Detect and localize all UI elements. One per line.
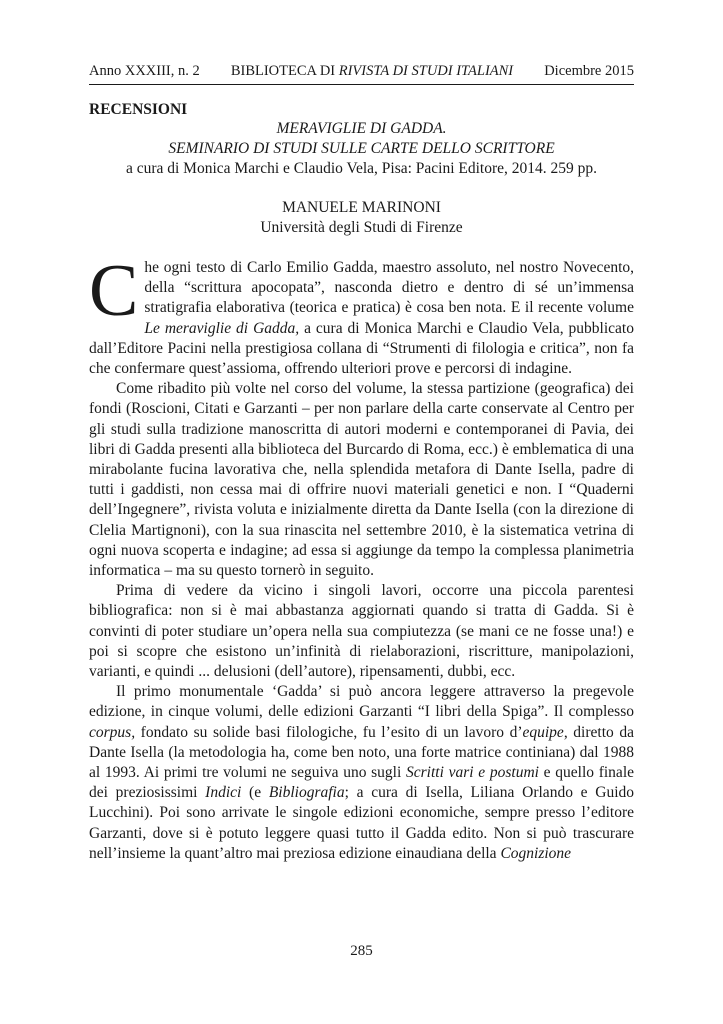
- p1-text-c: a cura di Monica Marchi e Claudio Vela, pubblicato dall’Editore Pacini nella prestigiosa collana di “Strumenti di filologia e critica”, non fa che confermare quest’assioma, offrendo ulteriori prove e percorsi di indagine.: [89, 319, 634, 378]
- p4-italic-cognizione: Cognizione: [500, 844, 572, 862]
- p4-text-k: ; a cura di Isella, Liliana Orlando e Guido Lucchini). Poi sono arrivate le singole edizioni economiche, sempre presso l’editore Garzanti, dove si è potuto leggere quasi tutto il Gadda edito. Non si può trascurare nell’insieme la quant’altro mai preziosa edizione einaudiana della: [89, 784, 634, 862]
- paragraph-3: Prima di vedere da vicino i singoli lavori, occorre una piccola parentesi bibliografica: non si è mai abbastanza aggiornati quando si tratta di Gadda. Si è convinti di poter studiare un’opera nella sua compiutezza (se mani ce ne fosse una!) e poi si scopre che esistono un’infinità di rielaborazioni, riscritture, manipolazioni, varianti, e quindi ... delusioni (dell’autore), ripensamenti, dubbi, ecc.: [89, 582, 634, 681]
- paragraph-1: [89, 250, 634, 379]
- review-body: [89, 250, 634, 864]
- p1-text-a: he ogni testo di Carlo Emilio Gadda, maestro assoluto, nel nostro Novecento, della “scrittura apocopata”, nasconda dietro e dentro di sé un’immensa stratigrafia elaborativa (teorica e pratica) è cosa ben nota. E il recente volume: [144, 259, 634, 317]
- p4-italic-equipe: equipe: [522, 723, 564, 741]
- issue-label: Anno XXXIII, n. 2: [89, 63, 200, 79]
- series-prefix: BIBLIOTECA DI: [230, 63, 339, 79]
- issue-date: Dicembre 2015: [544, 63, 634, 79]
- journal-title: RIVISTA DI STUDI ITALIANI: [338, 63, 514, 79]
- author-block: [89, 198, 634, 238]
- review-heading: [89, 119, 634, 179]
- author-name: MANUELE MARINONI: [282, 199, 441, 216]
- book-title-line-2: SEMINARIO DI STUDI SULLE CARTE DELLO SCRITTORE: [168, 140, 555, 157]
- p4-italic-indici: Indici: [205, 784, 242, 802]
- paragraph-2: Come ribadito più volte nel corso del volume, la stessa partizione (geografica) dei fondi (Roscioni, Citati e Garzanti – per non parlare della carte conservate al Centro per gli studi sulla tradizione manoscritta di autori moderni e contemporanei di Pavia, dei libri di Gadda presenti alla biblioteca del Burcardo di Roma, ecc.) è emblematica di una mirabolante fucina lavorativa che, nella splendida metafora di Dante Isella, padre di tutti i gaddisti, non cessa mai di offrire nuovi materiali genetici e non. I “Quaderni dell’Ingegnere”, rivista voluta e inizialmente diretta da Dante Isella (con la direzione di Clelia Martignoni), con la sua rinascita nel settembre 2010, è la sistematica vetrina di ogni nuova scoperta e indagine; ad essa si aggiunge da tempo la complessa planimetria informatica – ma su questo tornerò in seguito.: [89, 380, 634, 580]
- publication-details: a cura di Monica Marchi e Claudio Vela, Pisa: Pacini Editore, 2014. 259 pp.: [125, 160, 598, 177]
- p4-italic-corpus: corpus,: [89, 723, 136, 741]
- author-affiliation: Università degli Studi di Firenze: [260, 219, 463, 236]
- p4-italic-scritti: Scritti vari e postumi: [406, 764, 539, 782]
- page-number: 285: [350, 943, 373, 959]
- p4-text-g: e quello finale dei preziosissimi: [89, 764, 634, 802]
- header-rule: [89, 84, 634, 85]
- book-title-line-1: MERAVIGLIE DI GADDA.: [276, 120, 447, 137]
- drop-cap: C: [89, 250, 139, 332]
- series-label: [231, 62, 513, 80]
- p4-text-a: Il primo monumentale ‘Gadda’ si può ancora leggere attraverso la pregevole edizione, in cinque volumi, delle edizioni Garzanti “I libri della Spiga”. Il complesso: [89, 683, 634, 721]
- running-head: [89, 62, 634, 80]
- p4-text-i: (e: [241, 784, 269, 802]
- paragraph-4: [89, 682, 634, 864]
- section-label: RECENSIONI: [89, 101, 188, 118]
- p4-italic-bibliografia: Bibliografia: [268, 784, 345, 802]
- p4-text-c: fondato su solide basi filologiche, fu l’esito di un lavoro d’: [135, 723, 523, 741]
- p1-book-title: Le meraviglie di Gadda,: [144, 319, 300, 337]
- p4-text-e: , diretto da Dante Isella (la metodologia ha, come ben noto, una forte matrice continiana) dal 1988 al 1993. Ai primi tre volumi ne seguiva uno sugli: [89, 723, 634, 782]
